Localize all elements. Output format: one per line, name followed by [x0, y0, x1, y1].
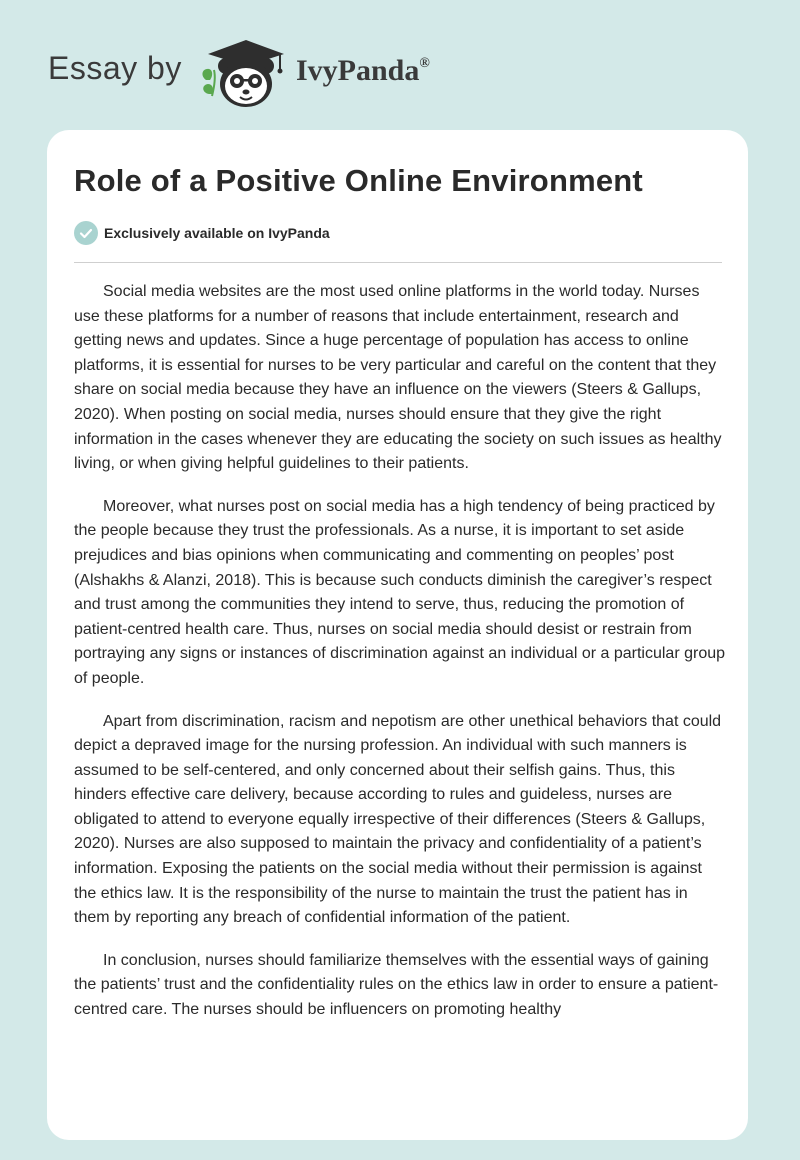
check-icon	[74, 221, 98, 245]
paragraph: Moreover, what nurses post on social media has a high tendency of being practiced by the people because they trust the professionals. As a nurse, it is important to set aside prejudices and bias opinions when communicating and commenting on peoples’ post (Alshakhs & Alanzi, 2018). This is because such conducts diminish the caregiver’s respect and trust among the communities they intend to serve, thus, reducing the promotion of patient-centred health care. Thus, nurses on social media should desist or restrain from portraying any signs or instances of discrimination against an individual or a particular group of people.	[74, 497, 726, 687]
brand-name[interactable]	[296, 54, 430, 88]
ivypanda-logo-icon[interactable]	[200, 36, 292, 110]
site-header	[0, 0, 800, 130]
registered-mark: ®	[419, 56, 430, 71]
divider	[74, 262, 722, 263]
paragraph: In conclusion, nurses should familiarize themselves with the essential ways of gaining the patients’ trust and the confidentiality rules on the ethics law in order to ensure a patient-centred care. The nurses should be influencers on promoting healthy	[74, 951, 719, 1019]
brand-text: IvyPanda	[296, 54, 420, 87]
paragraph: Apart from discrimination, racism and nepotism are other unethical behaviors that could depict a depraved image for the nursing profession. An individual with such manners is assumed to be self-centered, and only concerned about their selfish gains. Thus, this hinders effective care delivery, because according to rules and guideless, nurses are obligated to attend to everyone equally irrespective of their differences (Steers & Gallups, 2020). Nurses are also supposed to maintain the privacy and confidentiality of a patient’s information. Exposing the patients on the social media without their permission is against the ethics law. It is the responsibility of the nurse to maintain the trust the patient has in them by reporting any breach of confidential information of the patient.	[74, 712, 722, 927]
essay-body	[74, 280, 726, 1041]
essay-card	[47, 130, 748, 1140]
page-title: Role of a Positive Online Environment	[74, 163, 643, 198]
exclusive-badge	[74, 221, 330, 245]
essay-by-label: Essay by	[48, 50, 182, 86]
exclusive-badge-label: Exclusively available on IvyPanda	[104, 225, 330, 241]
paragraph: Social media websites are the most used online platforms in the world today. Nurses use these platforms for a number of reasons that include entertainment, research and getting news and updates. Since a huge percentage of population has access to online platforms, it is essential for nurses to be very particular and careful on the content that they share on social media because they have an influence on the viewers (Steers & Gallups, 2020). When posting on social media, nurses should ensure that they give the right information in the cases whenever they are educating the society on such issues as healthy living, or when giving helpful guidelines to their patients.	[74, 283, 722, 473]
